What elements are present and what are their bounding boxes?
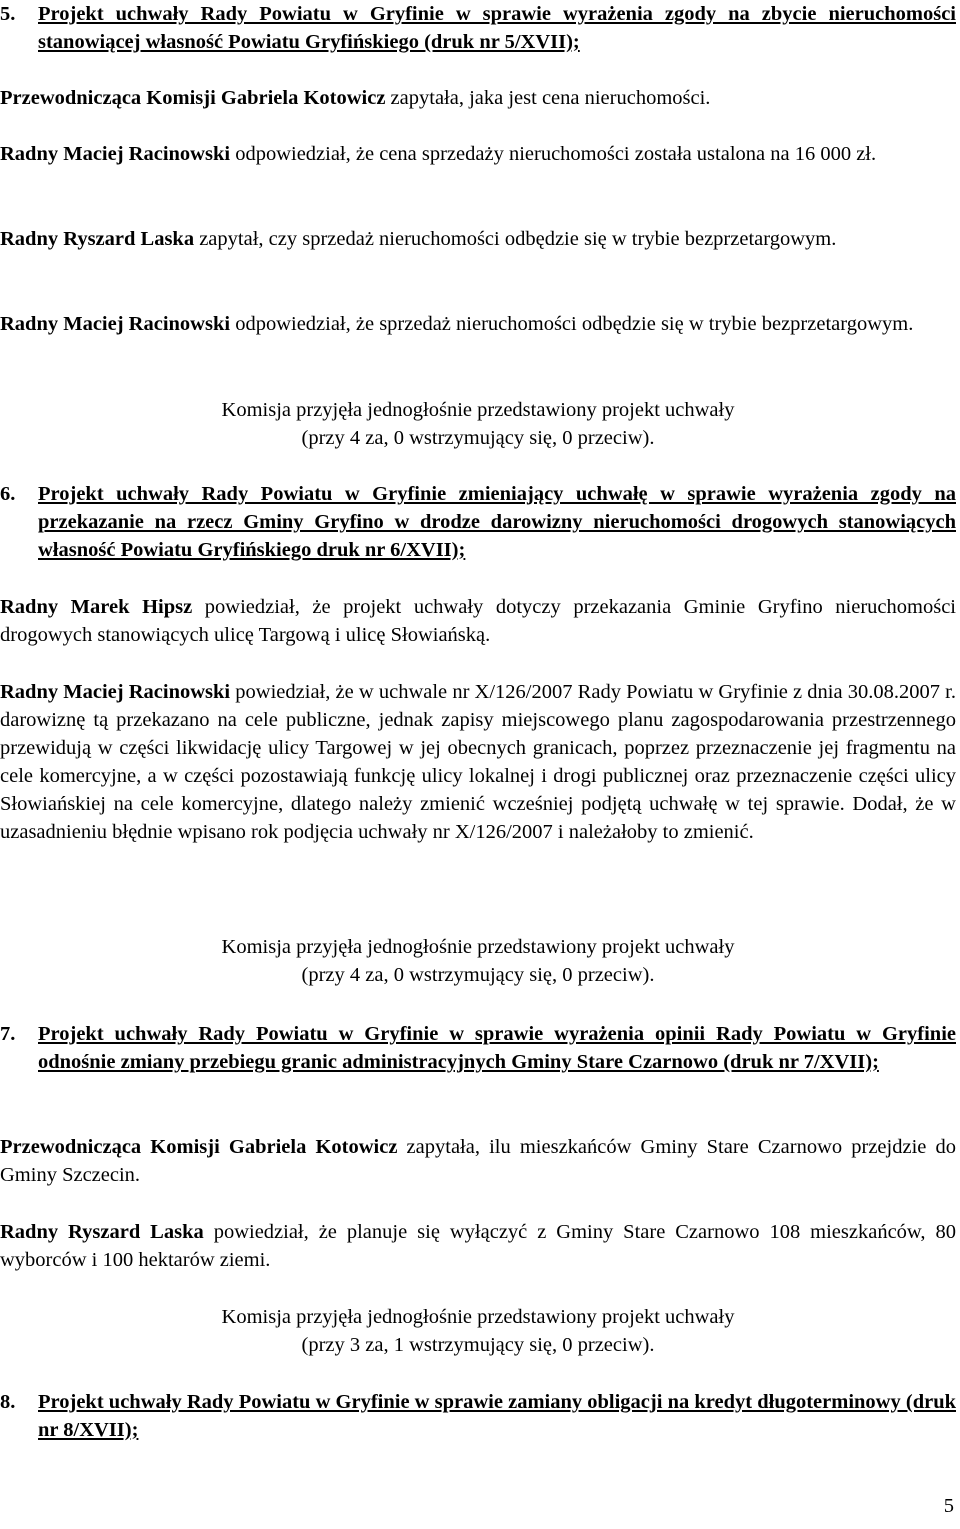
speaker-name: Radny Maciej Racinowski — [0, 143, 231, 165]
agenda-item-number: 6. — [0, 483, 16, 505]
paragraph — [0, 225, 956, 253]
paragraph-text: powiedział, że projekt uchwały dotyczy przekazania Gminie Gryfino nieruchomości drogowych stanowiących ulicę Targową i ulicę Słowiańską. — [0, 596, 956, 646]
vote-result — [0, 396, 956, 452]
paragraph — [0, 84, 956, 112]
paragraph-text: odpowiedział, że sprzedaż nieruchomości odbędzie się w trybie bezprzetargowym. — [230, 313, 914, 335]
paragraph — [0, 1133, 956, 1189]
vote-result — [0, 1303, 956, 1359]
speaker-name: Radny Ryszard Laska — [0, 228, 195, 250]
paragraph-text: odpowiedział, że cena sprzedaży nieruchomości została ustalona na 16 000 zł. — [230, 143, 877, 165]
paragraph-text: powiedział, że planuje się wyłączyć z Gminy Stare Czarnowo 108 mieszkańców, 80 wyborców i 100 hektarów ziemi. — [0, 1221, 956, 1271]
vote-result-text: Komisja przyjęła jednogłośnie przedstawiony projekt uchwały — [221, 399, 735, 421]
paragraph — [0, 140, 956, 168]
paragraph — [0, 1218, 956, 1274]
paragraph-text: zapytała, ilu mieszkańców Gminy Stare Czarnowo przejdzie do Gminy Szczecin. — [0, 1136, 956, 1186]
vote-result-count: (przy 3 za, 1 wstrzymujący się, 0 przeciw). — [301, 1334, 655, 1356]
vote-result-text: Komisja przyjęła jednogłośnie przedstawiony projekt uchwały — [221, 1306, 735, 1328]
speaker-name: Radny Maciej Racinowski — [0, 681, 231, 703]
vote-result-count: (przy 4 za, 0 wstrzymujący się, 0 przeciw). — [301, 427, 655, 449]
speaker-name: Przewodnicząca Komisji Gabriela Kotowicz — [0, 87, 386, 109]
paragraph-text: zapytał, czy sprzedaż nieruchomości odbędzie się w trybie bezprzetargowym. — [194, 228, 837, 250]
page-number: 5 — [943, 1495, 954, 1517]
agenda-item-7 — [0, 1020, 956, 1076]
paragraph — [0, 310, 956, 338]
agenda-item-number: 7. — [0, 1023, 16, 1045]
vote-result-text: Komisja przyjęła jednogłośnie przedstawiony projekt uchwały — [221, 936, 735, 958]
agenda-item-5 — [0, 0, 956, 56]
speaker-name: Przewodnicząca Komisji Gabriela Kotowicz — [0, 1136, 398, 1158]
agenda-item-number: 5. — [0, 3, 16, 25]
agenda-item-heading: Projekt uchwały Rady Powiatu w Gryfinie w sprawie wyrażenia opinii Rady Powiatu w Gryfinie odnośnie zmiany przebiegu granic administracyjnych Gminy Stare Czarnowo (druk nr 7/XVII); — [38, 1023, 956, 1073]
speaker-name: Radny Maciej Racinowski — [0, 313, 231, 335]
agenda-item-number: 8. — [0, 1391, 16, 1413]
vote-result-count: (przy 4 za, 0 wstrzymujący się, 0 przeciw). — [301, 964, 655, 986]
speaker-name: Radny Marek Hipsz — [0, 596, 193, 618]
agenda-item-8 — [0, 1388, 956, 1444]
agenda-item-6 — [0, 480, 956, 564]
paragraph — [0, 593, 956, 649]
paragraph-text: zapytała, jaka jest cena nieruchomości. — [385, 87, 711, 109]
agenda-item-heading: Projekt uchwały Rady Powiatu w Gryfinie w sprawie wyrażenia zgody na zbycie nieruchomości stanowiącej własność Powiatu Gryfińskiego (druk nr 5/XVII); — [38, 3, 956, 53]
paragraph — [0, 678, 956, 846]
speaker-name: Radny Ryszard Laska — [0, 1221, 204, 1243]
agenda-item-heading: Projekt uchwały Rady Powiatu w Gryfinie w sprawie zamiany obligacji na kredyt długoterminowy (druk nr 8/XVII); — [38, 1391, 956, 1441]
paragraph-text: powiedział, że w uchwale nr X/126/2007 Rady Powiatu w Gryfinie z dnia 30.08.2007 r. darowiznę tą przekazano na cele publiczne, jednak zapisy miejscowego planu zagospodarowania przestrzennego przewidują w części likwidację ulicy Targowej w jej obecnych granicach, poprzez przeznaczenie jej fragmentu na cele komercyjne, a w części pozostawiają funkcję ulicy lokalnej i drogi publicznej oraz przeznaczenie części ulicy Słowiańskiej na cele komercyjne, dlatego należy zmienić wcześniej podjętą uchwałę w tej sprawie. Dodał, że w uzasadnieniu błędnie wpisano rok podjęcia uchwały nr X/126/2007 i należałoby to zmienić. — [0, 681, 956, 843]
agenda-item-heading: Projekt uchwały Rady Powiatu w Gryfinie zmieniający uchwałę w sprawie wyrażenia zgody na przekazanie na rzecz Gminy Gryfino w drodze darowizny nieruchomości drogowych stanowiących własność Powiatu Gryfińskiego druk nr 6/XVII); — [38, 483, 956, 561]
vote-result — [0, 933, 956, 989]
